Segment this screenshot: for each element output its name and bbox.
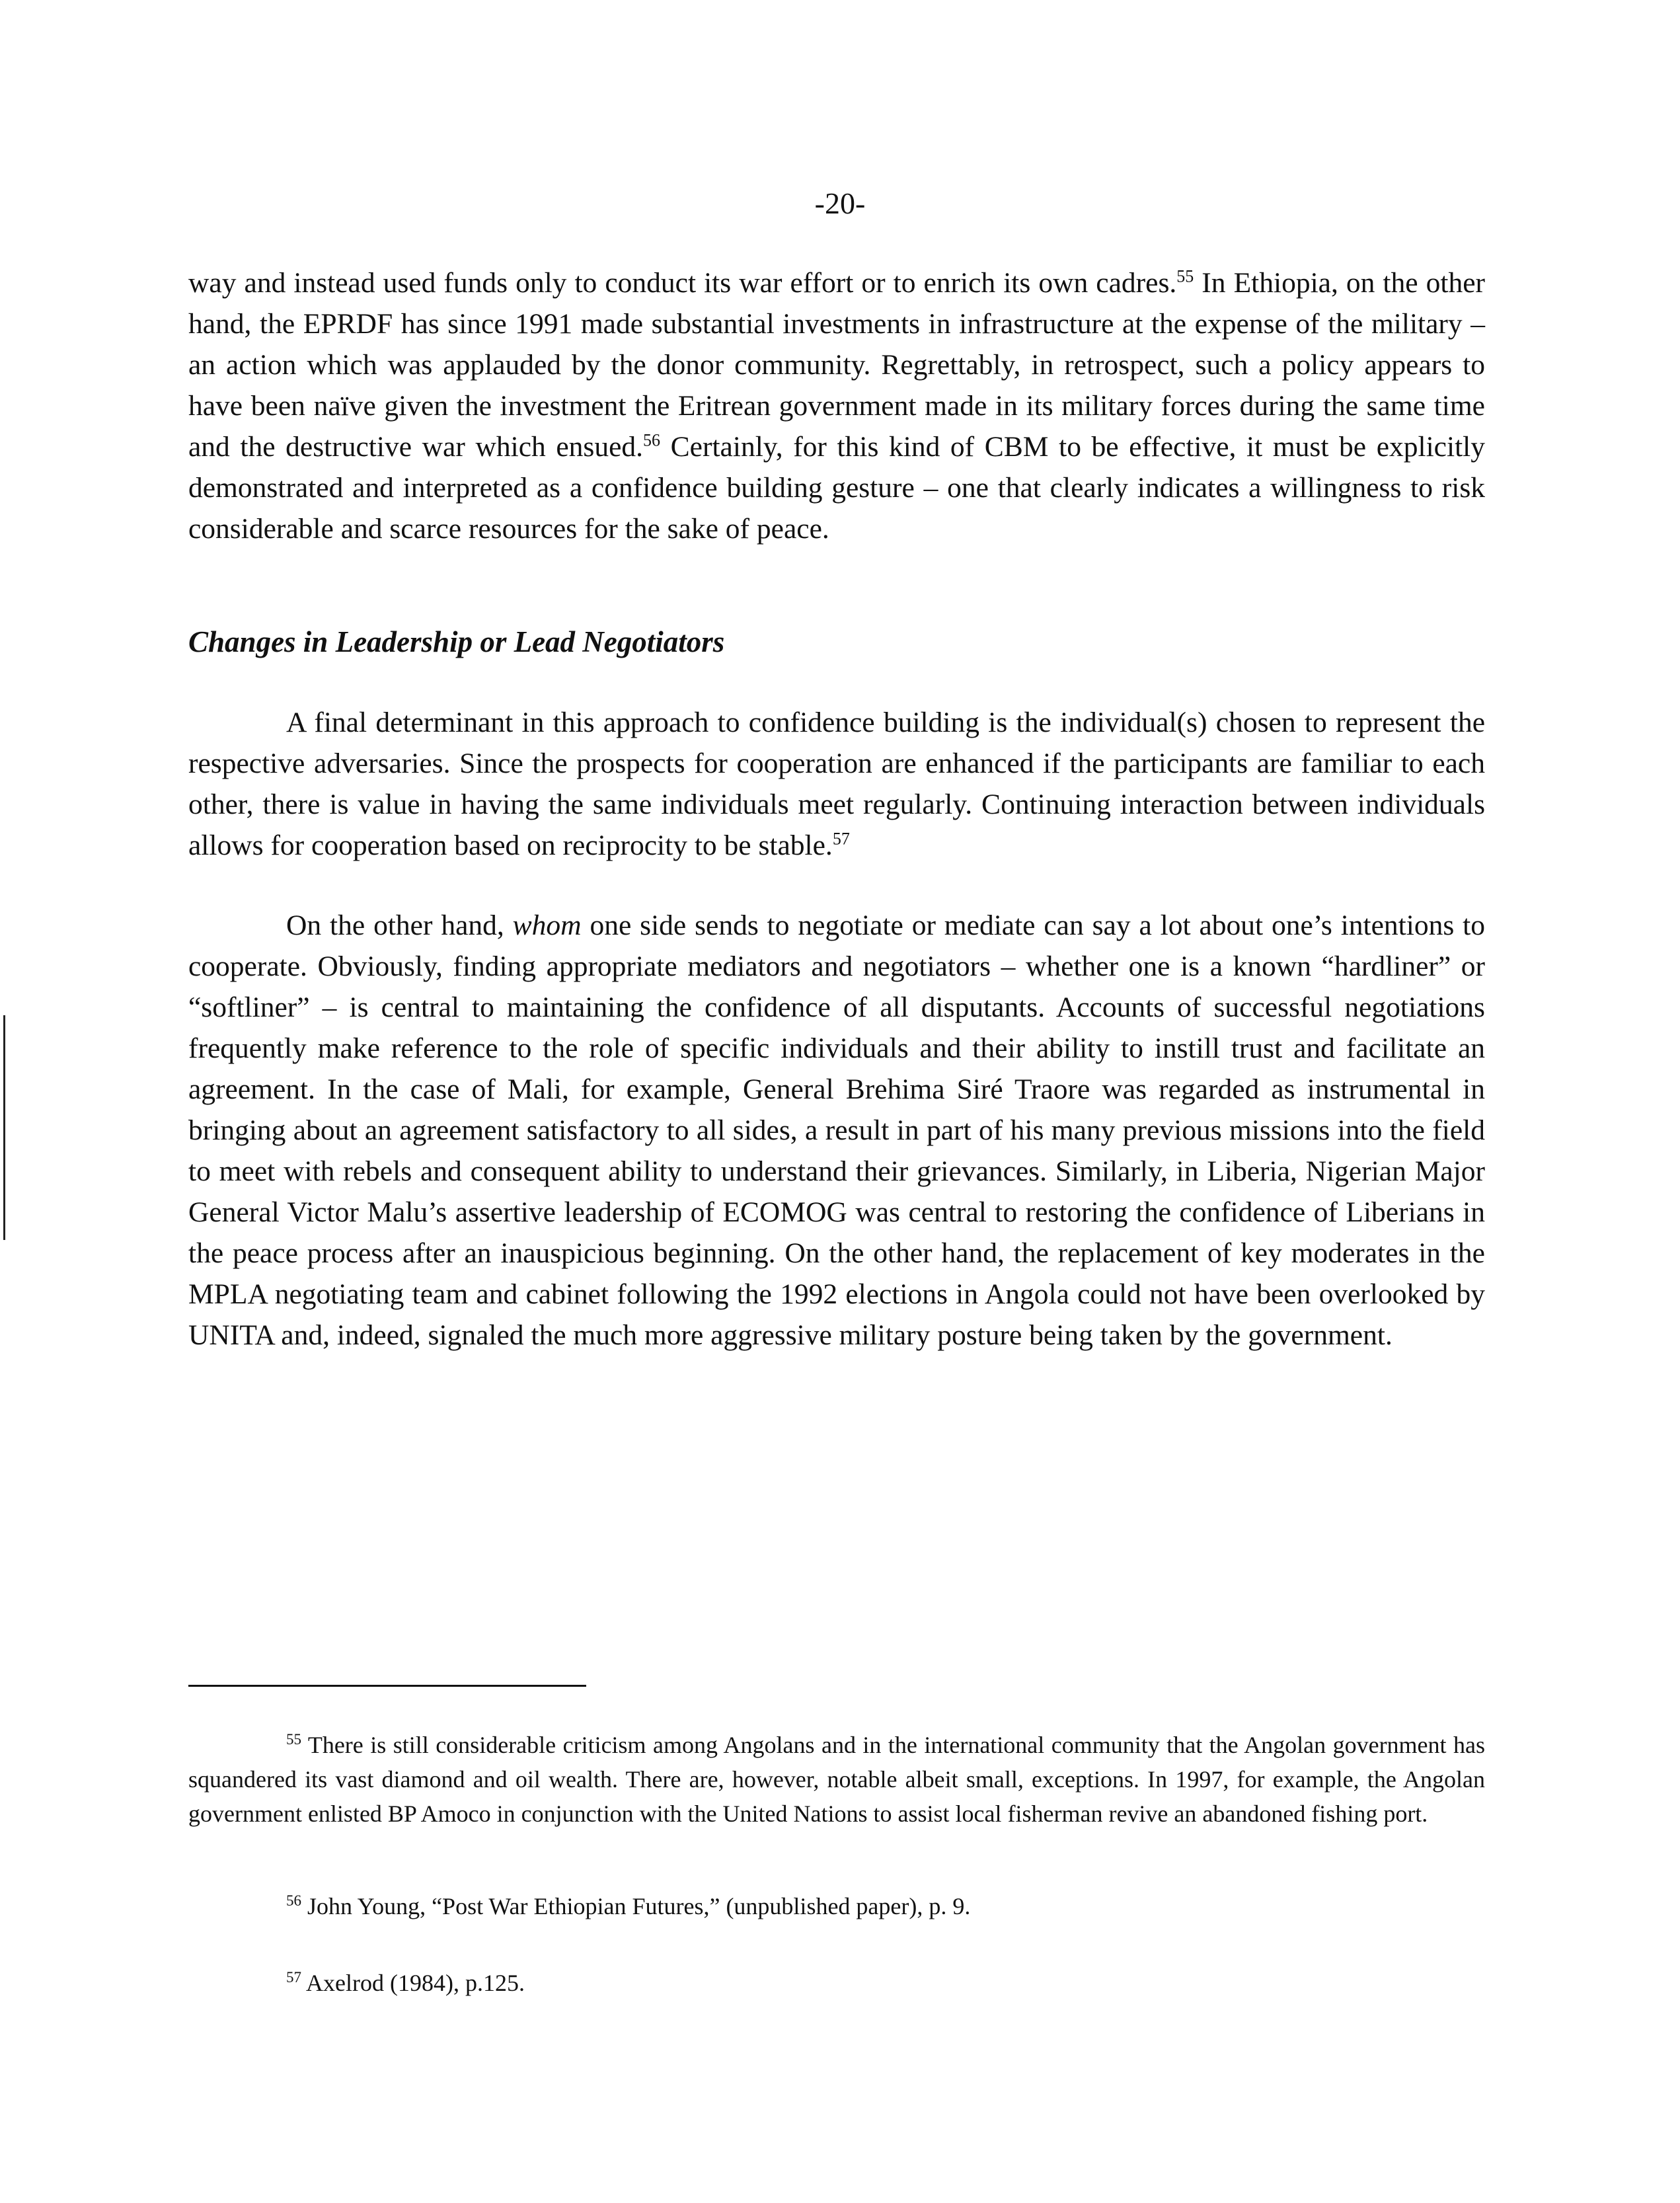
paragraph-text: Certainly, for this kind of CBM to be effective, it must be explicitly demonstrated and interpreted as a confidence building gesture – one that clearly indicates a willingness to risk considerable and scarce resources for the sake of peace. xyxy=(188,431,1486,545)
footnote-reference: 56 xyxy=(643,430,661,450)
paragraph-text: A final determinant in this approach to confidence building is the individual(s) chosen to represent the respective adversaries. Since the prospects for cooperation are enhanced if the participants are familiar to each other, there is value in having the same individuals meet regularly. Continuing interaction between individuals allows for cooperation based on reciprocity to be stable. xyxy=(188,707,1485,861)
paragraph-text: way and instead used funds only to conduct its war effort or to enrich its own cadres. xyxy=(188,267,1177,299)
page-number: -20- xyxy=(814,186,866,220)
paragraph-mediators xyxy=(188,905,1485,1356)
footnote-mark: 56 xyxy=(286,1892,301,1909)
paragraph-text: On the other hand, xyxy=(286,909,513,941)
footnote-text: John Young, “Post War Ethiopian Futures,” (unpublished paper), p. 9. xyxy=(301,1893,971,1919)
margin-scan-line xyxy=(3,1015,5,1240)
footnote-mark: 57 xyxy=(286,1969,301,1986)
footnote-separator xyxy=(188,1685,586,1687)
footnote-text: There is still considerable criticism among Angolans and in the international community that the Angolan government has squandered its vast diamond and oil wealth. There are, however, notable albeit small, exceptions. In 1997, for example, the Angolan government enlisted BP Amoco in conjunction with the United Nations to assist local fisherman revive an abandoned fishing port. xyxy=(188,1732,1485,1827)
footnote-reference: 55 xyxy=(1176,266,1194,286)
footnote-55 xyxy=(188,1728,1485,1831)
paragraph-text: In Ethiopia, on the other hand, the EPRDF has since 1991 made substantial investments in infrastructure at the expense of the military – an action which was applauded by the donor community. Regrettably, in retrospect, such a policy appears to have been naïve given the investment the Eritrean government made in its military forces during the same time and the destructive war which ensued. xyxy=(188,267,1485,463)
footnote-57 xyxy=(188,1966,1485,2000)
paragraph-cbm-investment xyxy=(188,262,1485,549)
footnote-mark: 55 xyxy=(286,1731,301,1748)
footnote-56 xyxy=(188,1889,1485,1923)
emphasized-text: whom xyxy=(512,909,582,941)
section-heading: Changes in Leadership or Lead Negotiators xyxy=(188,625,725,658)
paragraph-final-determinant xyxy=(188,702,1485,866)
paragraph-text: one side sends to negotiate or mediate can say a lot about one’s intentions to cooperate. Obviously, finding appropriate mediators and negotiators – whether one is a known “hardliner” or “softliner” – is central to maintaining the confidence of all disputants. Accounts of successful negotiations frequently make reference to the role of specific individuals and their ability to instill trust and facilitate an agreement. In the case of Mali, for example, General Brehima Siré Traore was regarded as instrumental in bringing about an agreement satisfactory to all sides, a result in part of his many previous missions into the field to meet with rebels and consequent ability to understand their grievances. Similarly, in Liberia, Nigerian Major General Victor Malu’s assertive leadership of ECOMOG was central to restoring the confidence of Liberians in the peace process after an inauspicious beginning. On the other hand, the replacement of key moderates in the MPLA negotiating team and cabinet following the 1992 elections in Angola could not have been overlooked by UNITA and, indeed, signaled the much more aggressive military posture being taken by the government. xyxy=(188,909,1485,1351)
footnote-text: Axelrod (1984), p.125. xyxy=(301,1970,525,1996)
footnote-reference: 57 xyxy=(832,829,850,849)
